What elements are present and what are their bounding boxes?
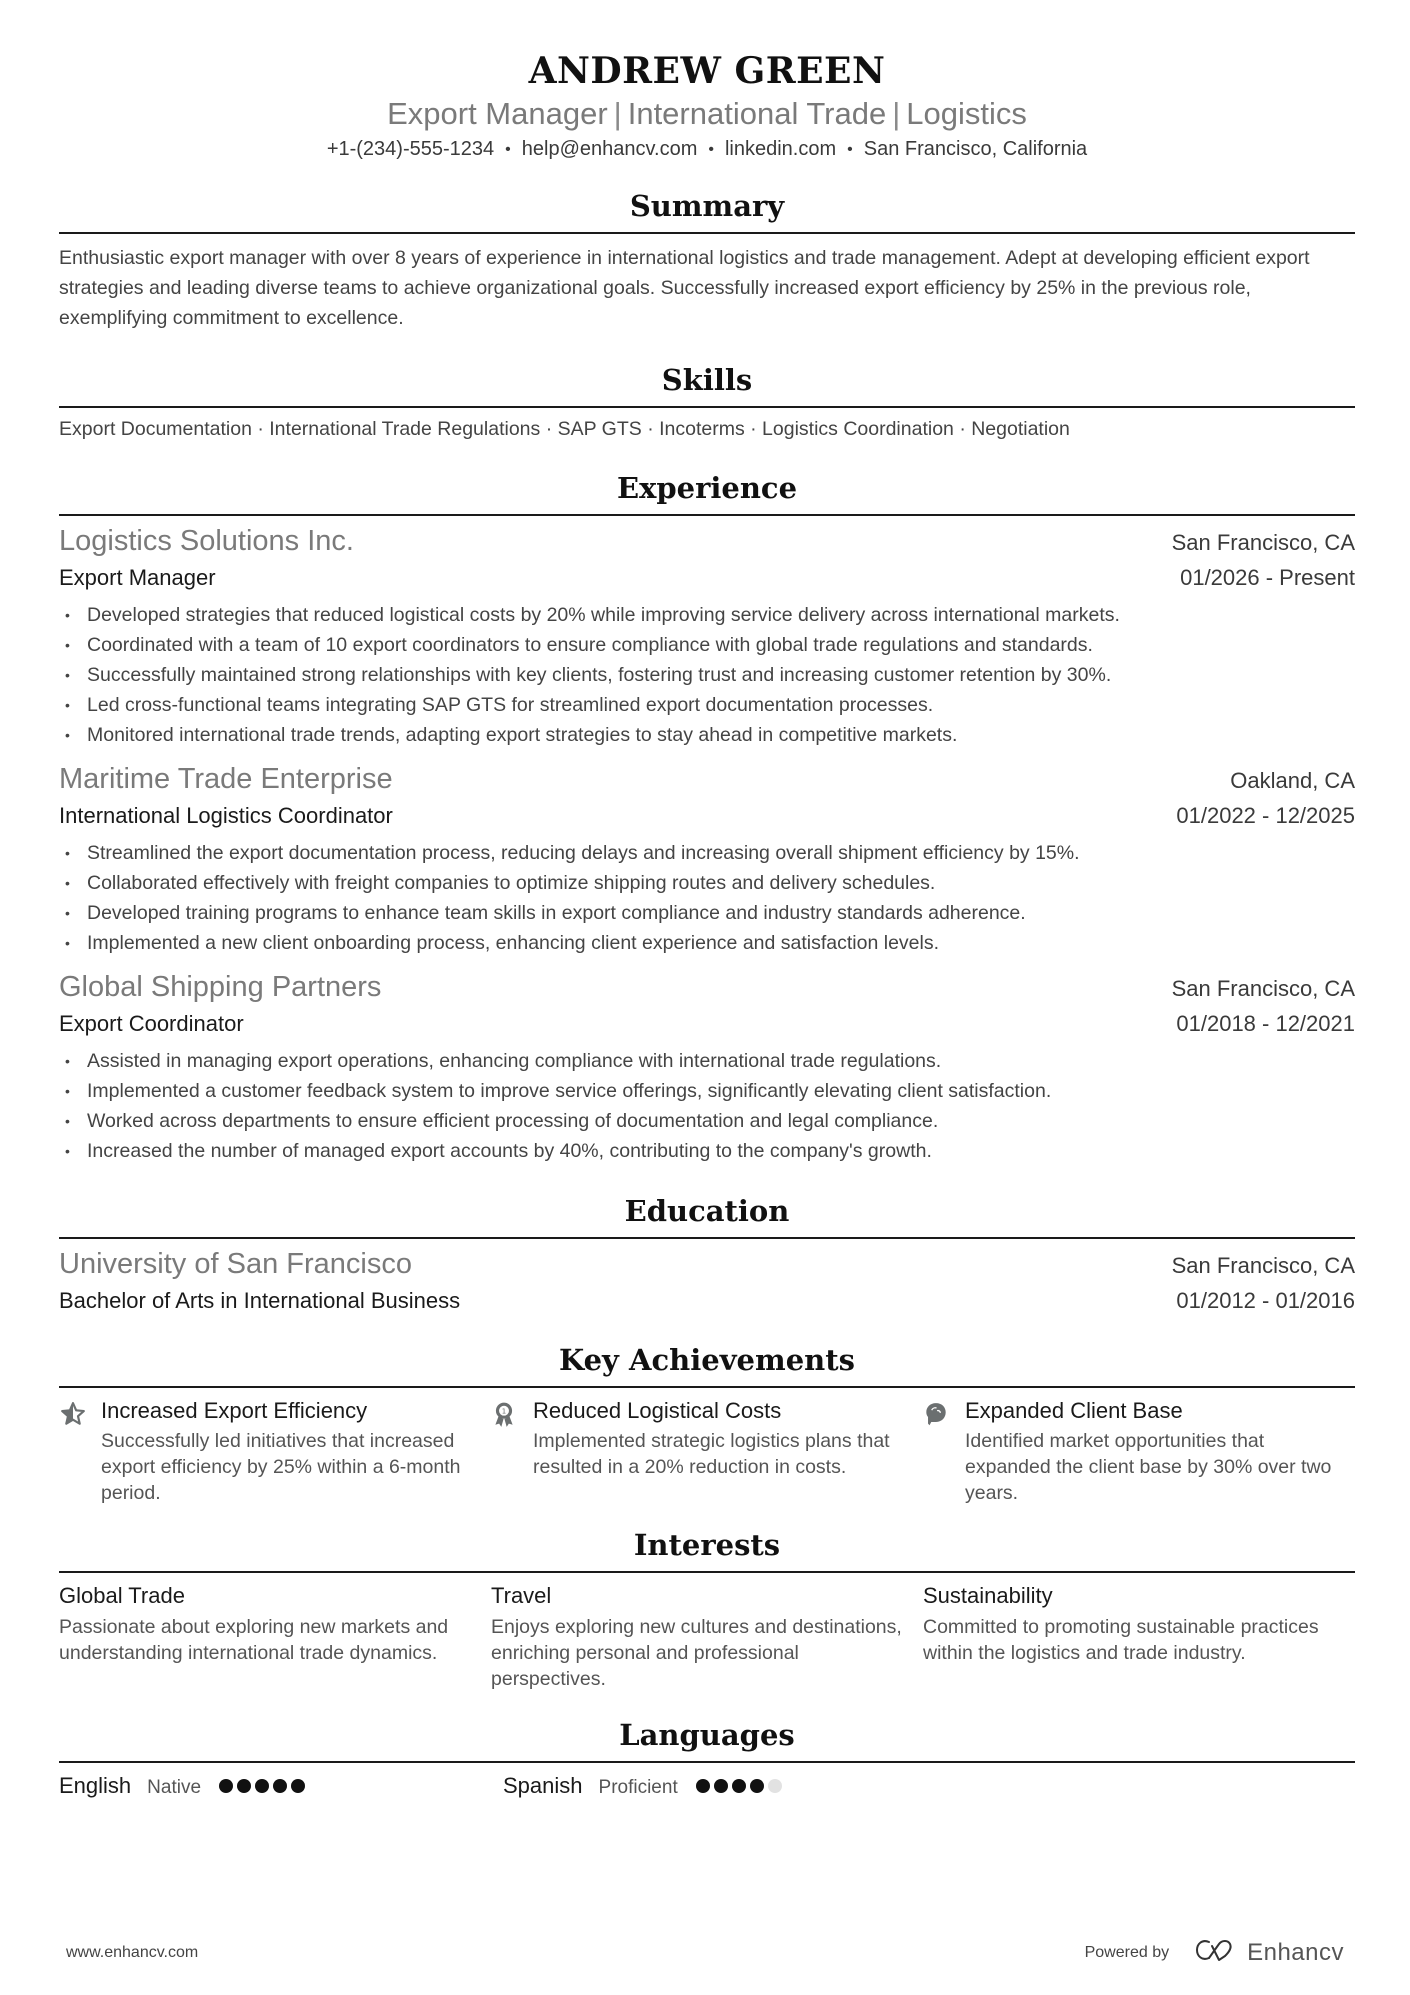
job-bullets	[59, 838, 1355, 958]
achievement-description: Identified market opportunities that expanded the client base by 30% over two years.	[965, 1430, 1332, 1504]
summary-section	[59, 187, 1355, 333]
job-title: Export Manager	[59, 565, 216, 590]
company-name: Logistics Solutions Inc.	[59, 525, 354, 557]
headline-separator: |	[892, 96, 901, 131]
achievement-title: Reduced Logistical Costs	[533, 1398, 782, 1423]
achievement-item	[923, 1396, 1355, 1506]
bullet-icon: •	[65, 607, 70, 623]
languages-grid	[59, 1771, 1355, 1801]
section-divider	[59, 406, 1355, 408]
education-entry	[59, 1245, 1355, 1319]
bullet-item: • Coordinated with a team of 10 export coordinators to ensure compliance with global trade regulations and standards.	[59, 630, 1355, 660]
phone[interactable]: +1-(234)-555-1234	[326, 138, 495, 160]
section-title-summary: Summary	[629, 189, 785, 223]
section-title-skills: Skills	[661, 363, 753, 397]
bullet-item: • Collaborated effectively with freight companies to optimize shipping routes and delivery schedules.	[59, 868, 1355, 898]
dot-filled-icon	[255, 1779, 269, 1793]
powered-by-label: Powered by	[1084, 1943, 1170, 1961]
proficiency-dots	[696, 1779, 782, 1793]
dot-filled-icon	[291, 1779, 305, 1793]
interest-title: Sustainability	[923, 1583, 1053, 1608]
bullet-item: • Implemented a customer feedback system to improve service offerings, significantly elevating client satisfaction.	[59, 1076, 1355, 1106]
footer-url-link[interactable]: www.enhancv.com	[66, 1943, 199, 1961]
section-divider	[59, 232, 1355, 234]
bullet-icon: •	[65, 875, 70, 891]
page-footer	[66, 1938, 1344, 1967]
skills-section	[59, 361, 1355, 444]
dot-filled-icon	[750, 1779, 764, 1793]
section-title-interests: Interests	[633, 1528, 781, 1562]
bullet-icon: •	[65, 637, 70, 653]
section-divider	[59, 1761, 1355, 1763]
interest-description: Enjoys exploring new cultures and destinations, enriching personal and professional perspectives.	[491, 1616, 902, 1690]
achievement-title: Expanded Client Base	[965, 1398, 1183, 1423]
interest-item	[491, 1581, 923, 1692]
interest-item	[923, 1581, 1355, 1692]
bullet-item: • Developed strategies that reduced logistical costs by 20% while improving service delivery across international markets.	[59, 600, 1355, 630]
award-ribbon-icon	[491, 1396, 533, 1506]
dot-empty-icon	[768, 1779, 782, 1793]
interest-description: Passionate about exploring new markets and understanding international trade dynamics.	[59, 1616, 449, 1664]
resume-header	[59, 0, 1355, 165]
bullet-item: • Developed training programs to enhance team skills in export compliance and industry standards adherence.	[59, 898, 1355, 928]
bullet-item: • Led cross-functional teams integrating SAP GTS for streamlined export documentation processes.	[59, 690, 1355, 720]
bullet-item: • Worked across departments to ensure efficient processing of documentation and legal compliance.	[59, 1106, 1355, 1136]
language-name: Spanish	[503, 1773, 583, 1798]
contact-separator: •	[505, 141, 511, 158]
resume-page	[59, 0, 1355, 1801]
bullet-icon: •	[65, 727, 70, 743]
section-divider	[59, 514, 1355, 516]
contact-separator: •	[708, 141, 714, 158]
achievement-item	[59, 1396, 491, 1506]
interest-title: Travel	[491, 1583, 552, 1608]
achievements-grid	[59, 1396, 1355, 1506]
email-link[interactable]: help@enhancv.com	[521, 138, 698, 160]
experience-section	[59, 469, 1355, 1166]
section-title-experience: Experience	[616, 471, 798, 505]
bullet-icon: •	[65, 905, 70, 921]
company-name: Global Shipping Partners	[59, 971, 382, 1003]
bullet-item: • Streamlined the export documentation process, reducing delays and increasing overall shipment efficiency by 15%.	[59, 838, 1355, 868]
enhancv-brand-name[interactable]: Enhancv	[1247, 1938, 1344, 1966]
experience-entry	[59, 968, 1355, 1166]
company-name: Maritime Trade Enterprise	[59, 763, 393, 795]
bullet-icon: •	[65, 935, 70, 951]
headline-separator: |	[613, 96, 622, 131]
headline	[59, 94, 1355, 134]
summary-text: Enthusiastic export manager with over 8 years of experience in international logistics and trade management. Adept at developing efficient export strategies and leading diverse teams to achieve organizational goals. Successfully increased export efficiency by 25% in the previous role, exemplifying commitment to excellence.	[59, 247, 1310, 329]
job-dates: 01/2018 - 12/2021	[1176, 1011, 1355, 1036]
bullet-icon: •	[65, 1143, 70, 1159]
bullet-icon: •	[65, 667, 70, 683]
contact-separator: •	[847, 141, 853, 158]
bullet-item: • Implemented a new client onboarding process, enhancing client experience and satisfaction levels.	[59, 928, 1355, 958]
achievement-title: Increased Export Efficiency	[101, 1398, 368, 1423]
job-location: San Francisco, CA	[1171, 530, 1355, 555]
section-divider	[59, 1237, 1355, 1239]
bullet-item: • Successfully maintained strong relationships with key clients, fostering trust and increasing customer retention by 30%.	[59, 660, 1355, 690]
dot-filled-icon	[219, 1779, 233, 1793]
school-location: San Francisco, CA	[1171, 1253, 1355, 1278]
language-level: Proficient	[598, 1777, 678, 1798]
job-title: International Logistics Coordinator	[59, 803, 393, 828]
head-brain-icon	[923, 1396, 965, 1506]
proficiency-dots	[219, 1779, 305, 1793]
achievement-item	[491, 1396, 923, 1506]
section-title-achievements: Key Achievements	[559, 1343, 855, 1377]
bullet-item: • Monitored international trade trends, adapting export strategies to stay ahead in competitive markets.	[59, 720, 1355, 750]
language-item	[59, 1771, 503, 1801]
skills-list: Export Documentation · International Trade Regulations · SAP GTS · Incoterms · Logistics Coordination · Negotiation	[59, 418, 1070, 440]
dot-filled-icon	[732, 1779, 746, 1793]
achievement-description: Successfully led initiatives that increased export efficiency by 25% within a 6-month period.	[101, 1430, 461, 1504]
interests-grid	[59, 1581, 1355, 1692]
linkedin-link[interactable]: linkedin.com	[724, 138, 837, 160]
achievement-description: Implemented strategic logistics plans that resulted in a 20% reduction in costs.	[533, 1430, 890, 1478]
headline-item: Export Manager	[387, 96, 608, 131]
bullet-icon: •	[65, 697, 70, 713]
bullet-item: • Increased the number of managed export accounts by 40%, contributing to the company's growth.	[59, 1136, 1355, 1166]
section-divider	[59, 1571, 1355, 1573]
language-item	[503, 1771, 947, 1801]
education-section	[59, 1192, 1355, 1319]
bullet-icon: •	[65, 1113, 70, 1129]
star-icon	[59, 1396, 101, 1506]
candidate-name: ANDREW GREEN	[528, 50, 886, 92]
contact-line	[59, 135, 1355, 165]
bullet-icon: •	[65, 1083, 70, 1099]
language-name: English	[59, 1773, 132, 1798]
dot-filled-icon	[714, 1779, 728, 1793]
location: San Francisco, California	[863, 138, 1088, 160]
job-bullets	[59, 1046, 1355, 1166]
section-title-education: Education	[624, 1194, 790, 1228]
achievements-section	[59, 1341, 1355, 1506]
bullet-icon: •	[65, 1053, 70, 1069]
education-dates: 01/2012 - 01/2016	[1176, 1288, 1355, 1313]
job-dates: 01/2026 - Present	[1180, 565, 1355, 590]
bullet-item: • Assisted in managing export operations, enhancing compliance with international trade regulations.	[59, 1046, 1355, 1076]
interest-description: Committed to promoting sustainable practices within the logistics and trade industry.	[923, 1616, 1319, 1664]
languages-section	[59, 1716, 1355, 1801]
job-location: San Francisco, CA	[1171, 976, 1355, 1001]
bullet-icon: •	[65, 845, 70, 861]
section-title-languages: Languages	[619, 1718, 795, 1752]
school-name: University of San Francisco	[59, 1248, 412, 1280]
enhancv-logo-icon[interactable]	[1195, 1938, 1239, 1967]
dot-filled-icon	[696, 1779, 710, 1793]
dot-filled-icon	[237, 1779, 251, 1793]
svg-text:1: 1	[501, 1407, 507, 1416]
headline-item: International Trade	[627, 96, 887, 131]
section-divider	[59, 1386, 1355, 1388]
job-bullets	[59, 600, 1355, 750]
dot-filled-icon	[273, 1779, 287, 1793]
interests-section	[59, 1526, 1355, 1692]
interest-item	[59, 1581, 491, 1692]
language-level: Native	[147, 1777, 202, 1798]
headline-item: Logistics	[906, 96, 1027, 131]
powered-by	[1085, 1938, 1344, 1967]
job-title: Export Coordinator	[59, 1011, 244, 1036]
experience-entry	[59, 760, 1355, 958]
degree: Bachelor of Arts in International Business	[59, 1288, 461, 1313]
job-dates: 01/2022 - 12/2025	[1176, 803, 1355, 828]
job-location: Oakland, CA	[1230, 768, 1355, 793]
experience-entry	[59, 522, 1355, 750]
interest-title: Global Trade	[59, 1583, 185, 1608]
